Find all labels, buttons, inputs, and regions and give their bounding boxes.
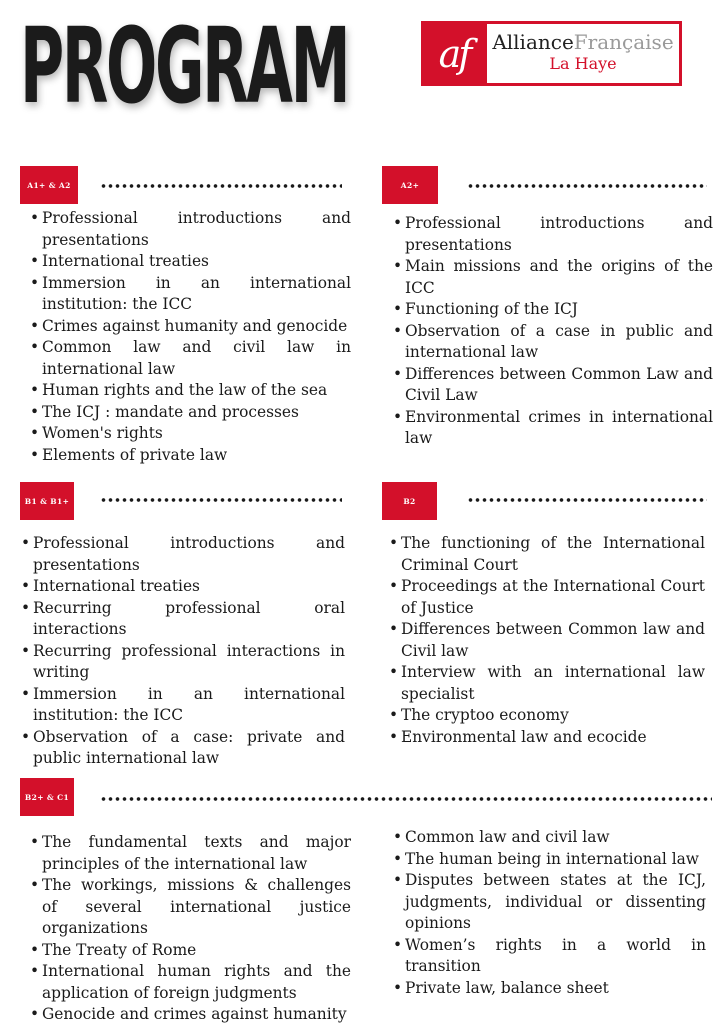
list-item: • The fundamental texts and major principles of the international law [30, 832, 351, 875]
list-item: • Genocide and crimes against humanity [30, 1004, 351, 1026]
list-item: • Differences between Common Law and Civil Law [393, 364, 713, 407]
dotted-divider [467, 497, 707, 503]
dotted-divider [100, 183, 342, 189]
topic-list-a1-a2 [30, 208, 351, 466]
logo-name [487, 30, 679, 54]
alliance-francaise-logo [421, 21, 682, 86]
logo-text-panel [487, 24, 679, 83]
dotted-divider [100, 497, 342, 503]
list-item: • The human being in international law [393, 849, 706, 871]
page-title: PROGRAM [20, 5, 349, 127]
list-item: • Immersion in an international institution: the ICC [30, 273, 351, 316]
level-badge-a1-a2: A1+ & A2 [20, 166, 78, 204]
list-item: • Immersion in an international institution: the ICC [21, 684, 345, 727]
list-item: • Recurring professional oral interactions [21, 598, 345, 641]
topic-list-a2plus [393, 213, 713, 450]
list-item: • Interview with an international law specialist [389, 662, 705, 705]
list-item: • Private law, balance sheet [393, 978, 706, 1000]
list-item: • Professional introductions and presentations [21, 533, 345, 576]
dotted-divider [467, 183, 707, 189]
list-item: • Proceedings at the International Court of Justice [389, 576, 705, 619]
list-item: • Crimes against humanity and genocide [30, 316, 351, 338]
list-item: • Differences between Common law and Civil law [389, 619, 705, 662]
list-item: • Women’s rights in a world in transition [393, 935, 706, 978]
list-item: • Functioning of the ICJ [393, 299, 713, 321]
list-item: • Elements of private law [30, 445, 351, 467]
topic-list-b1 [21, 533, 345, 770]
list-item: • Common law and civil law [393, 827, 706, 849]
logo-name-primary: Alliance [492, 30, 574, 54]
list-item: • Disputes between states at the ICJ, judgments, individual or dissenting opinions [393, 870, 706, 935]
list-item: • International treaties [21, 576, 345, 598]
list-item: • Observation of a case in public and international law [393, 321, 713, 364]
dotted-divider [100, 796, 712, 802]
list-item: • Human rights and the law of the sea [30, 380, 351, 402]
list-item: • The Treaty of Rome [30, 940, 351, 962]
level-badge-b2plus-c1: B2+ & C1 [20, 778, 74, 816]
list-item: • Observation of a case: private and public international law [21, 727, 345, 770]
logo-city: La Haye [549, 54, 617, 73]
topic-list-b2 [389, 533, 705, 748]
level-badge-b2: B2 [382, 482, 437, 520]
list-item: • Women's rights [30, 423, 351, 445]
list-item: • The ICJ : mandate and processes [30, 402, 351, 424]
list-item: • Environmental crimes in international law [393, 407, 713, 450]
list-item: • International treaties [30, 251, 351, 273]
list-item: • Recurring professional interactions in writing [21, 641, 345, 684]
af-logo-mark: af [438, 31, 470, 76]
list-item: • The cryptoo economy [389, 705, 705, 727]
topic-list-b2plus-c1-right [393, 827, 706, 999]
list-item: • Professional introductions and presentations [30, 208, 351, 251]
list-item: • Common law and civil law in international law [30, 337, 351, 380]
list-item: • The functioning of the International Criminal Court [389, 533, 705, 576]
level-badge-a2plus: A2+ [382, 166, 438, 204]
logo-name-secondary: Française [573, 30, 674, 54]
list-item: • Main missions and the origins of the ICC [393, 256, 713, 299]
list-item: • The workings, missions & challenges of several international justice organizations [30, 875, 351, 940]
list-item: • Environmental law and ecocide [389, 727, 705, 749]
list-item: • Professional introductions and presentations [393, 213, 713, 256]
list-item: • International human rights and the application of foreign judgments [30, 961, 351, 1004]
topic-list-b2plus-c1-left [30, 832, 351, 1026]
level-badge-b1: B1 & B1+ [20, 482, 74, 520]
